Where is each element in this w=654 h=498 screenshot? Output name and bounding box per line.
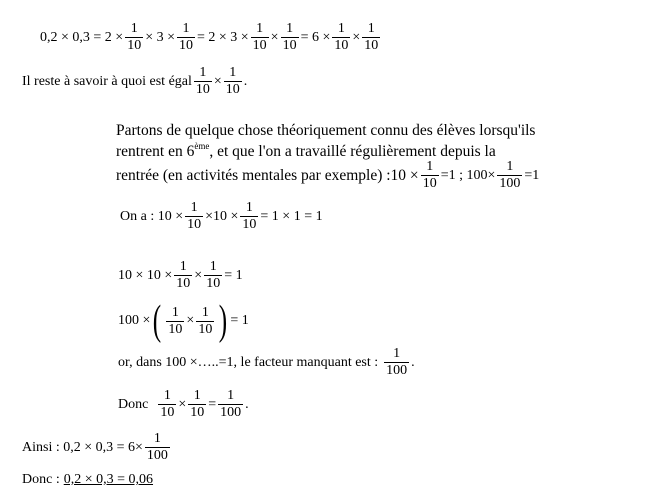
fraction: $\frac{1}{10}$	[160, 388, 175, 420]
text: or, dans 100 ×…..=1, le facteur manquant est :	[118, 354, 379, 370]
fraction: $\frac{1}{10}$	[206, 259, 221, 291]
fraction: $\frac{1}{10}$	[198, 304, 213, 337]
text: .	[411, 354, 415, 370]
fraction: $\frac{1}{10}$	[252, 21, 267, 53]
text: = 1 × 1 = 1	[260, 208, 323, 224]
on-a-line	[120, 201, 323, 232]
parenthesis-group	[150, 300, 230, 342]
paragraph-line-2	[116, 143, 496, 161]
left-paren-icon: (	[153, 298, 162, 344]
equation-line-2	[22, 66, 247, 97]
text: Partons de quelque chose théoriquement connu des élèves lorsqu'ils	[116, 122, 536, 139]
text: = 2 × 3 ×	[196, 29, 249, 45]
fraction: $\frac{1}{10}$	[225, 65, 240, 97]
or-line	[118, 347, 415, 378]
fraction: $\frac{1}{10}$	[176, 259, 191, 291]
fraction: $\frac{1}{10}$	[334, 21, 349, 53]
text: =1	[524, 167, 540, 183]
text: = 6 ×	[300, 29, 331, 45]
fraction: $\frac{1}{10}$	[422, 159, 437, 191]
superscript: ème	[194, 141, 210, 151]
text: × 3 ×	[145, 29, 175, 45]
text: ×	[186, 313, 195, 328]
fraction: $\frac{1}{10}$	[195, 65, 210, 97]
equation-hundred	[118, 300, 249, 342]
text: = 1	[224, 267, 243, 283]
text: rentrée (en activités mentales par exemple) :10 ×	[116, 166, 419, 184]
paragraph-line-1	[116, 122, 535, 140]
equation-line-1	[40, 22, 382, 53]
fraction: $\frac{1}{10}$	[190, 388, 205, 420]
fraction: $\frac{1}{10}$	[187, 200, 202, 232]
fraction: $\frac{1}{100}$	[499, 159, 521, 191]
text: Donc :	[22, 472, 60, 487]
text: Il reste à savoir à quoi est égal	[22, 73, 192, 89]
text: On a : 10 ×	[120, 208, 184, 224]
text: ×	[213, 73, 222, 89]
text: ×	[178, 396, 187, 412]
ainsi-line	[22, 432, 172, 463]
fraction: $\frac{1}{100}$	[220, 388, 242, 420]
text: Donc	[118, 396, 149, 412]
text: rentrent en 6	[116, 143, 195, 160]
right-paren-icon: )	[219, 298, 228, 344]
fraction: $\frac{1}{10}$	[282, 21, 297, 53]
text: .	[245, 396, 249, 412]
fraction: $\frac{1}{100}$	[386, 346, 408, 378]
text: 10 × 10 ×	[118, 267, 173, 283]
fraction: $\frac{1}{10}$	[168, 304, 183, 337]
text: ×10 ×	[205, 208, 239, 224]
text: =1 ; 100×	[440, 167, 496, 183]
text: =	[208, 396, 217, 412]
paragraph-line-3	[116, 160, 539, 191]
donc-line	[118, 389, 249, 420]
text: ×	[194, 267, 203, 283]
text: ×	[270, 29, 279, 45]
equation-ten-ten	[118, 260, 243, 291]
text: , et que l'on a travaillé régulièrement depuis la	[209, 143, 496, 160]
text: = 1	[230, 313, 249, 328]
fraction: $\frac{1}{100}$	[146, 431, 168, 463]
text: 0,2 × 0,3 = 2 ×	[40, 29, 124, 45]
text: ×	[352, 29, 361, 45]
fraction: $\frac{1}{10}$	[242, 200, 257, 232]
conclusion-line	[22, 472, 153, 488]
text: .	[243, 73, 248, 89]
fraction: $\frac{1}{10}$	[364, 21, 379, 53]
result-text: 0,2 × 0,3 = 0,06	[63, 472, 154, 487]
fraction: $\frac{1}{10}$	[127, 21, 142, 53]
text: 100 ×	[118, 313, 151, 328]
fraction: $\frac{1}{10}$	[178, 21, 193, 53]
text: Ainsi : 0,2 × 0,3 = 6×	[22, 439, 143, 455]
